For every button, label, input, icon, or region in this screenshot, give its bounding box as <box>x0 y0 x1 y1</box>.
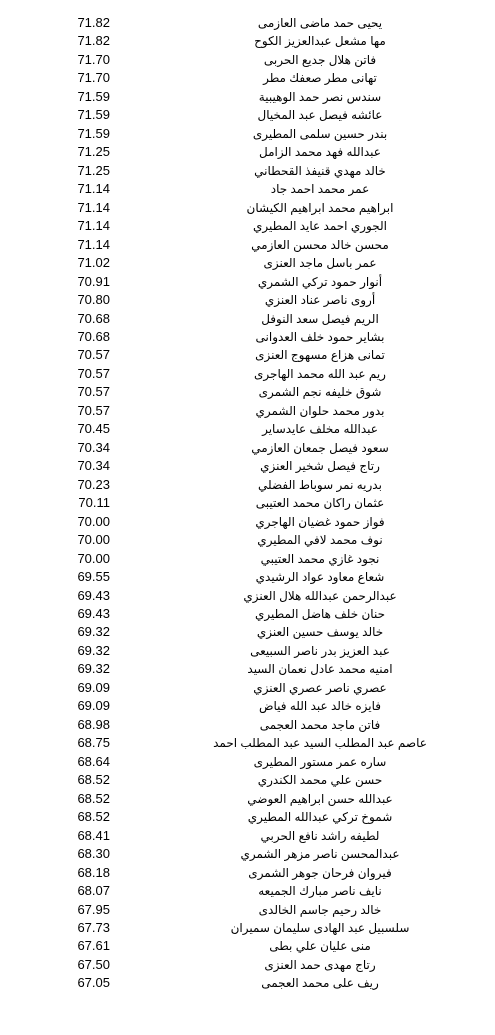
student-name: ابراهيم محمد ابراهيم الكيشان <box>246 200 394 215</box>
student-name: محسن خالد محسن العازمي <box>251 237 389 252</box>
list-item <box>0 531 495 549</box>
list-item <box>0 864 495 882</box>
list-item <box>0 291 495 309</box>
student-name: فايزه خالد عبد الله فياض <box>258 699 381 714</box>
student-name: ساره عمر مستور المطيرى <box>253 754 387 769</box>
score-value: 68.64 <box>77 753 110 769</box>
score-value: 68.98 <box>77 716 110 732</box>
score-value: 70.57 <box>77 384 110 400</box>
list-item <box>0 974 495 992</box>
score-value: 70.34 <box>77 439 110 455</box>
list-item <box>0 494 495 512</box>
score-value: 69.09 <box>77 679 110 695</box>
list-item <box>0 346 495 364</box>
student-name: أنوار حمود تركي الشمري <box>257 274 383 289</box>
student-name: نوف محمد لافي المطيري <box>257 533 383 548</box>
list-item <box>0 568 495 586</box>
list-item <box>0 365 495 383</box>
score-value: 71.14 <box>77 236 110 252</box>
student-name: عبدالله حسن ابراهيم العوضي <box>247 791 393 806</box>
score-value: 71.14 <box>77 218 110 234</box>
student-name: مها مشعل عبدالعزيز الكوح <box>254 34 386 49</box>
student-name: شوق خليفه نجم الشمرى <box>258 385 382 400</box>
score-value: 69.32 <box>77 661 110 677</box>
list-item <box>0 106 495 124</box>
score-value: 71.14 <box>77 199 110 215</box>
list-item <box>0 402 495 420</box>
score-value: 70.23 <box>77 476 110 492</box>
score-value: 71.82 <box>77 15 110 30</box>
score-value: 67.73 <box>77 919 110 935</box>
student-name: شعاع معاود عواد الرشيدي <box>255 570 385 585</box>
student-name: فاتن ماجد محمد العجمى <box>259 717 381 732</box>
list-item <box>0 660 495 678</box>
score-value: 71.59 <box>77 125 110 141</box>
list-item <box>0 882 495 900</box>
score-value: 69.55 <box>77 569 110 585</box>
list-item <box>0 143 495 161</box>
list-item <box>0 51 495 69</box>
student-name: فواز حمود غضيان الهاجري <box>255 514 385 529</box>
list-item <box>0 513 495 531</box>
score-value: 71.70 <box>77 70 110 86</box>
score-value: 70.57 <box>77 365 110 381</box>
score-value: 71.25 <box>77 144 110 160</box>
student-name: بشاير حمود خلف العدوانى <box>255 329 385 344</box>
student-name: عبدالله فهد محمد الزامل <box>259 145 381 160</box>
score-value: 71.82 <box>77 33 110 49</box>
student-name: عاصم عبد المطلب السيد عبد المطلب احمد <box>213 736 427 751</box>
score-value: 71.59 <box>77 107 110 123</box>
list-item <box>0 457 495 475</box>
student-name: شموخ تركي عبدالله المطيري <box>247 810 393 825</box>
list-item <box>0 125 495 143</box>
student-name: سندس نصر حمد الوهيبية <box>258 89 382 104</box>
score-value: 71.25 <box>77 162 110 178</box>
score-value: 69.09 <box>77 698 110 714</box>
student-name: عائشه فيصل عبد المخيال <box>257 108 383 123</box>
student-name: ريم عبد الله محمد الهاجرى <box>254 366 386 381</box>
student-name: رتاج فيصل شخير العنزي <box>260 459 380 474</box>
list-item <box>0 845 495 863</box>
list-item <box>0 14 495 32</box>
student-name: بدور محمد حلوان الشمري <box>255 403 385 418</box>
list-item <box>0 587 495 605</box>
score-value: 70.34 <box>77 458 110 474</box>
student-name: الجوري احمد عايد المطيري <box>253 219 387 234</box>
list-item <box>0 273 495 291</box>
list-item <box>0 753 495 771</box>
score-value: 70.57 <box>77 347 110 363</box>
student-name: عبدالله مخلف عايدساير <box>262 422 378 437</box>
student-name: فيروان فرحان جوهر الشمرى <box>248 865 392 880</box>
score-value: 70.57 <box>77 402 110 418</box>
score-value: 71.59 <box>77 88 110 104</box>
list-item <box>0 420 495 438</box>
list-item <box>0 310 495 328</box>
student-name: عبدالرحمن عبدالله هلال العنزي <box>243 588 397 603</box>
score-value: 70.80 <box>77 292 110 308</box>
list-item <box>0 69 495 87</box>
score-value: 67.50 <box>77 956 110 972</box>
student-name: لطيفه راشد نافع الحربي <box>260 828 380 843</box>
score-value: 70.68 <box>77 310 110 326</box>
list-item <box>0 716 495 734</box>
score-value: 68.30 <box>77 846 110 862</box>
score-value: 69.32 <box>77 624 110 640</box>
student-name: الريم فيصل سعد النوفل <box>261 311 379 326</box>
list-item <box>0 199 495 217</box>
student-name: عثمان راكان محمد العتيبى <box>255 496 385 511</box>
list-item <box>0 476 495 494</box>
list-item <box>0 734 495 752</box>
student-name: سلسبيل عبد الهادى سليمان سميران <box>230 920 410 935</box>
score-value: 70.68 <box>77 328 110 344</box>
student-name: خالد رحيم جاسم الخالدى <box>258 902 382 917</box>
score-value: 70.11 <box>78 495 110 511</box>
list-item <box>0 937 495 955</box>
list-item <box>0 623 495 641</box>
score-value: 68.41 <box>77 827 110 843</box>
student-name: نجود غازي محمد العتيبي <box>260 551 380 566</box>
results-list <box>0 14 495 993</box>
student-name: خالد يوسف حسين العنزي <box>256 625 384 640</box>
list-item <box>0 88 495 106</box>
student-name: تمانى هزاع مسهوج العنزى <box>255 348 385 363</box>
list-item <box>0 217 495 235</box>
score-value: 71.14 <box>77 181 110 197</box>
student-name: خالد مهدي قنيفذ القحطاني <box>254 163 386 178</box>
score-value: 67.05 <box>77 975 110 991</box>
student-name: عبدالمحسن ناصر مزهر الشمري <box>240 847 400 862</box>
list-item <box>0 236 495 254</box>
student-name: عمر محمد احمد جاد <box>270 182 370 197</box>
score-value: 68.18 <box>77 864 110 880</box>
list-item <box>0 439 495 457</box>
score-value: 71.02 <box>77 255 110 271</box>
score-value: 70.00 <box>77 550 110 566</box>
student-name: حسن علي محمد الكندري <box>257 773 383 788</box>
student-name: سعود فيصل جمعان العازمي <box>251 440 389 455</box>
score-value: 68.52 <box>77 772 110 788</box>
score-value: 69.32 <box>77 642 110 658</box>
student-name: أروى ناصر عناد العنزي <box>264 293 376 308</box>
score-value: 69.43 <box>77 606 110 621</box>
list-item <box>0 827 495 845</box>
score-value: 71.70 <box>77 51 110 67</box>
score-value: 70.00 <box>77 532 110 548</box>
score-value: 67.95 <box>77 901 110 917</box>
score-value: 68.07 <box>77 883 110 899</box>
list-item <box>0 328 495 346</box>
student-name: نايف ناصر مبارك الجميعه <box>258 884 382 899</box>
list-item <box>0 697 495 715</box>
student-name: تهانى مطر صعفك مطر <box>263 71 377 86</box>
student-name: بندر حسين سلمى المطيرى <box>252 126 388 141</box>
score-value: 70.00 <box>77 513 110 529</box>
score-value: 68.52 <box>77 809 110 825</box>
student-name: عصري ناصر عصري العنزي <box>253 680 387 695</box>
student-name: ريف على محمد العجمى <box>261 976 379 991</box>
student-name: امنيه محمد عادل نعمان السيد <box>247 662 393 677</box>
student-name: حنان خلف هاضل المطيري <box>255 607 385 621</box>
list-item <box>0 180 495 198</box>
student-name: يحيى حمد ماضى العازمى <box>257 16 383 30</box>
list-item <box>0 32 495 50</box>
student-name: فاتن هلال جديع الحربى <box>263 52 377 67</box>
score-value: 67.61 <box>77 938 110 954</box>
score-value: 68.52 <box>77 790 110 806</box>
list-item <box>0 162 495 180</box>
list-item <box>0 679 495 697</box>
list-item <box>0 254 495 272</box>
student-name: منى عليان علي بطى <box>269 939 371 954</box>
list-item <box>0 771 495 789</box>
score-value: 69.43 <box>77 587 110 603</box>
score-value: 68.75 <box>77 735 110 751</box>
student-name: رتاج مهدى حمد العنزى <box>264 957 376 972</box>
list-item <box>0 790 495 808</box>
list-item <box>0 642 495 660</box>
student-name: بدريه نمر سوباط الفضلي <box>258 477 382 492</box>
list-item <box>0 956 495 974</box>
list-item <box>0 919 495 937</box>
list-item <box>0 605 495 623</box>
student-name: عمر باسل ماجد العنزى <box>263 256 377 271</box>
student-name: عبد العزيز بدر ناصر السبيعى <box>250 643 390 658</box>
score-value: 70.45 <box>77 421 110 437</box>
list-item <box>0 550 495 568</box>
list-item <box>0 383 495 401</box>
list-item <box>0 808 495 826</box>
list-item <box>0 901 495 919</box>
score-value: 70.91 <box>77 273 110 289</box>
